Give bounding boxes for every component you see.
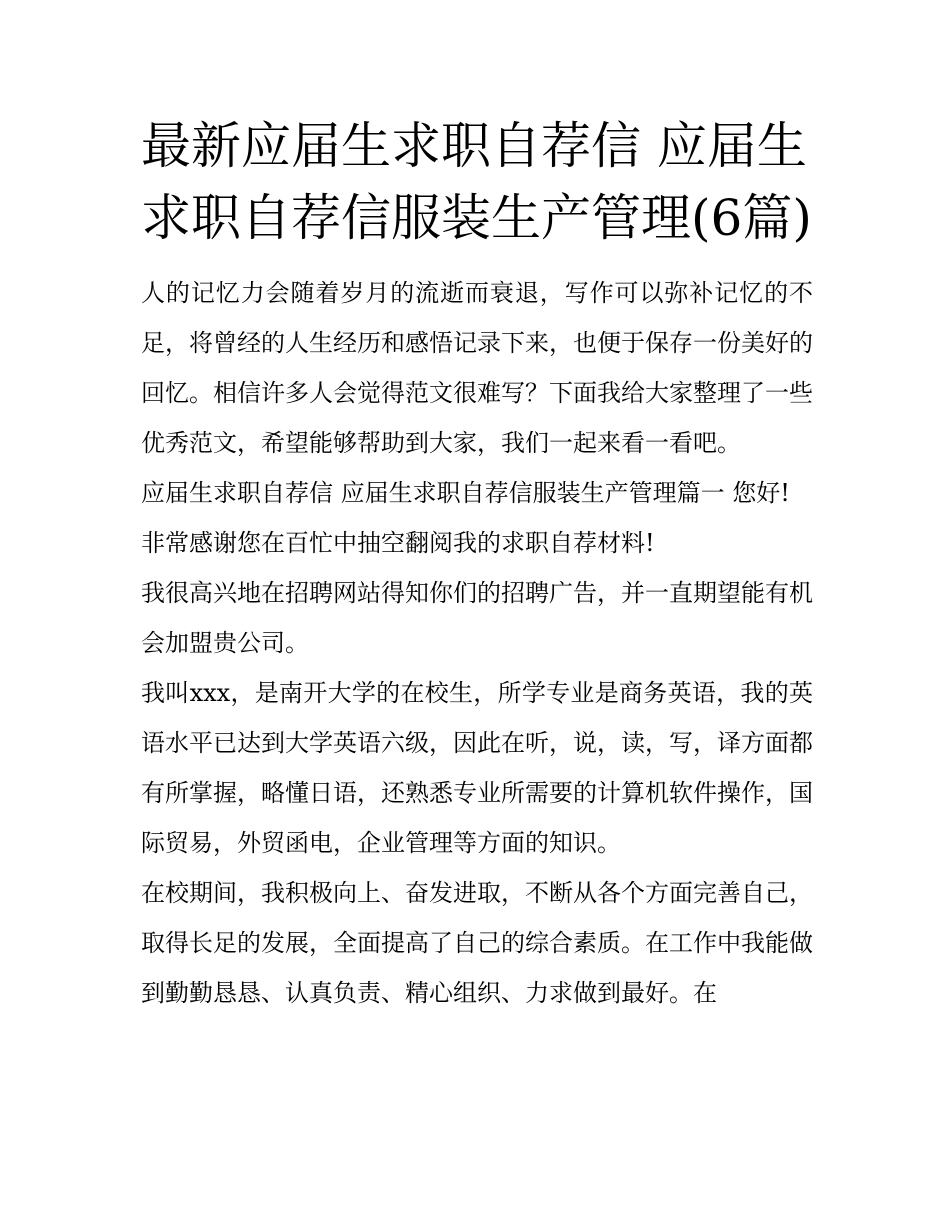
paragraph-school-period: 在校期间，我积极向上、奋发进取，不断从各个方面完善自己，取得长足的发展，全面提高了自己的综合素质。在工作中我能做到勤勤恳恳、认真负责、精心组织、力求做到最好。在 [141, 879, 813, 1007]
paragraph-greeting: 应届生求职自荐信 应届生求职自荐信服装生产管理篇一 您好! [141, 479, 790, 507]
document-content [141, 110, 813, 1018]
document-title: 最新应届生求职自荐信 应届生求职自荐信服装生产管理(6篇) [141, 117, 812, 247]
paragraph-interest: 我很高兴地在招聘网站得知你们的招聘广告，并一直期望能有机会加盟贵公司。 [141, 579, 813, 657]
paragraph-intro: 人的记忆力会随着岁月的流逝而衰退，写作可以弥补记忆的不足，将曾经的人生经历和感悟记录下来，也便于保存一份美好的回忆。相信许多人会觉得范文很难写？下面我给大家整理了一些优秀范文，希望能够帮助到大家，我们一起来看一看吧。 [141, 279, 813, 457]
paragraph-thanks: 非常感谢您在百忙中抽空翻阅我的求职自荐材料! [141, 529, 655, 557]
paragraph-self-intro: 我叫xxx，是南开大学的在校生，所学专业是商务英语，我的英语水平已达到大学英语六级，因此在听，说，读，写，译方面都有所掌握，略懂日语，还熟悉专业所需要的计算机软件操作，国际贸易，外贸函电，企业管理等方面的知识。 [141, 679, 813, 857]
